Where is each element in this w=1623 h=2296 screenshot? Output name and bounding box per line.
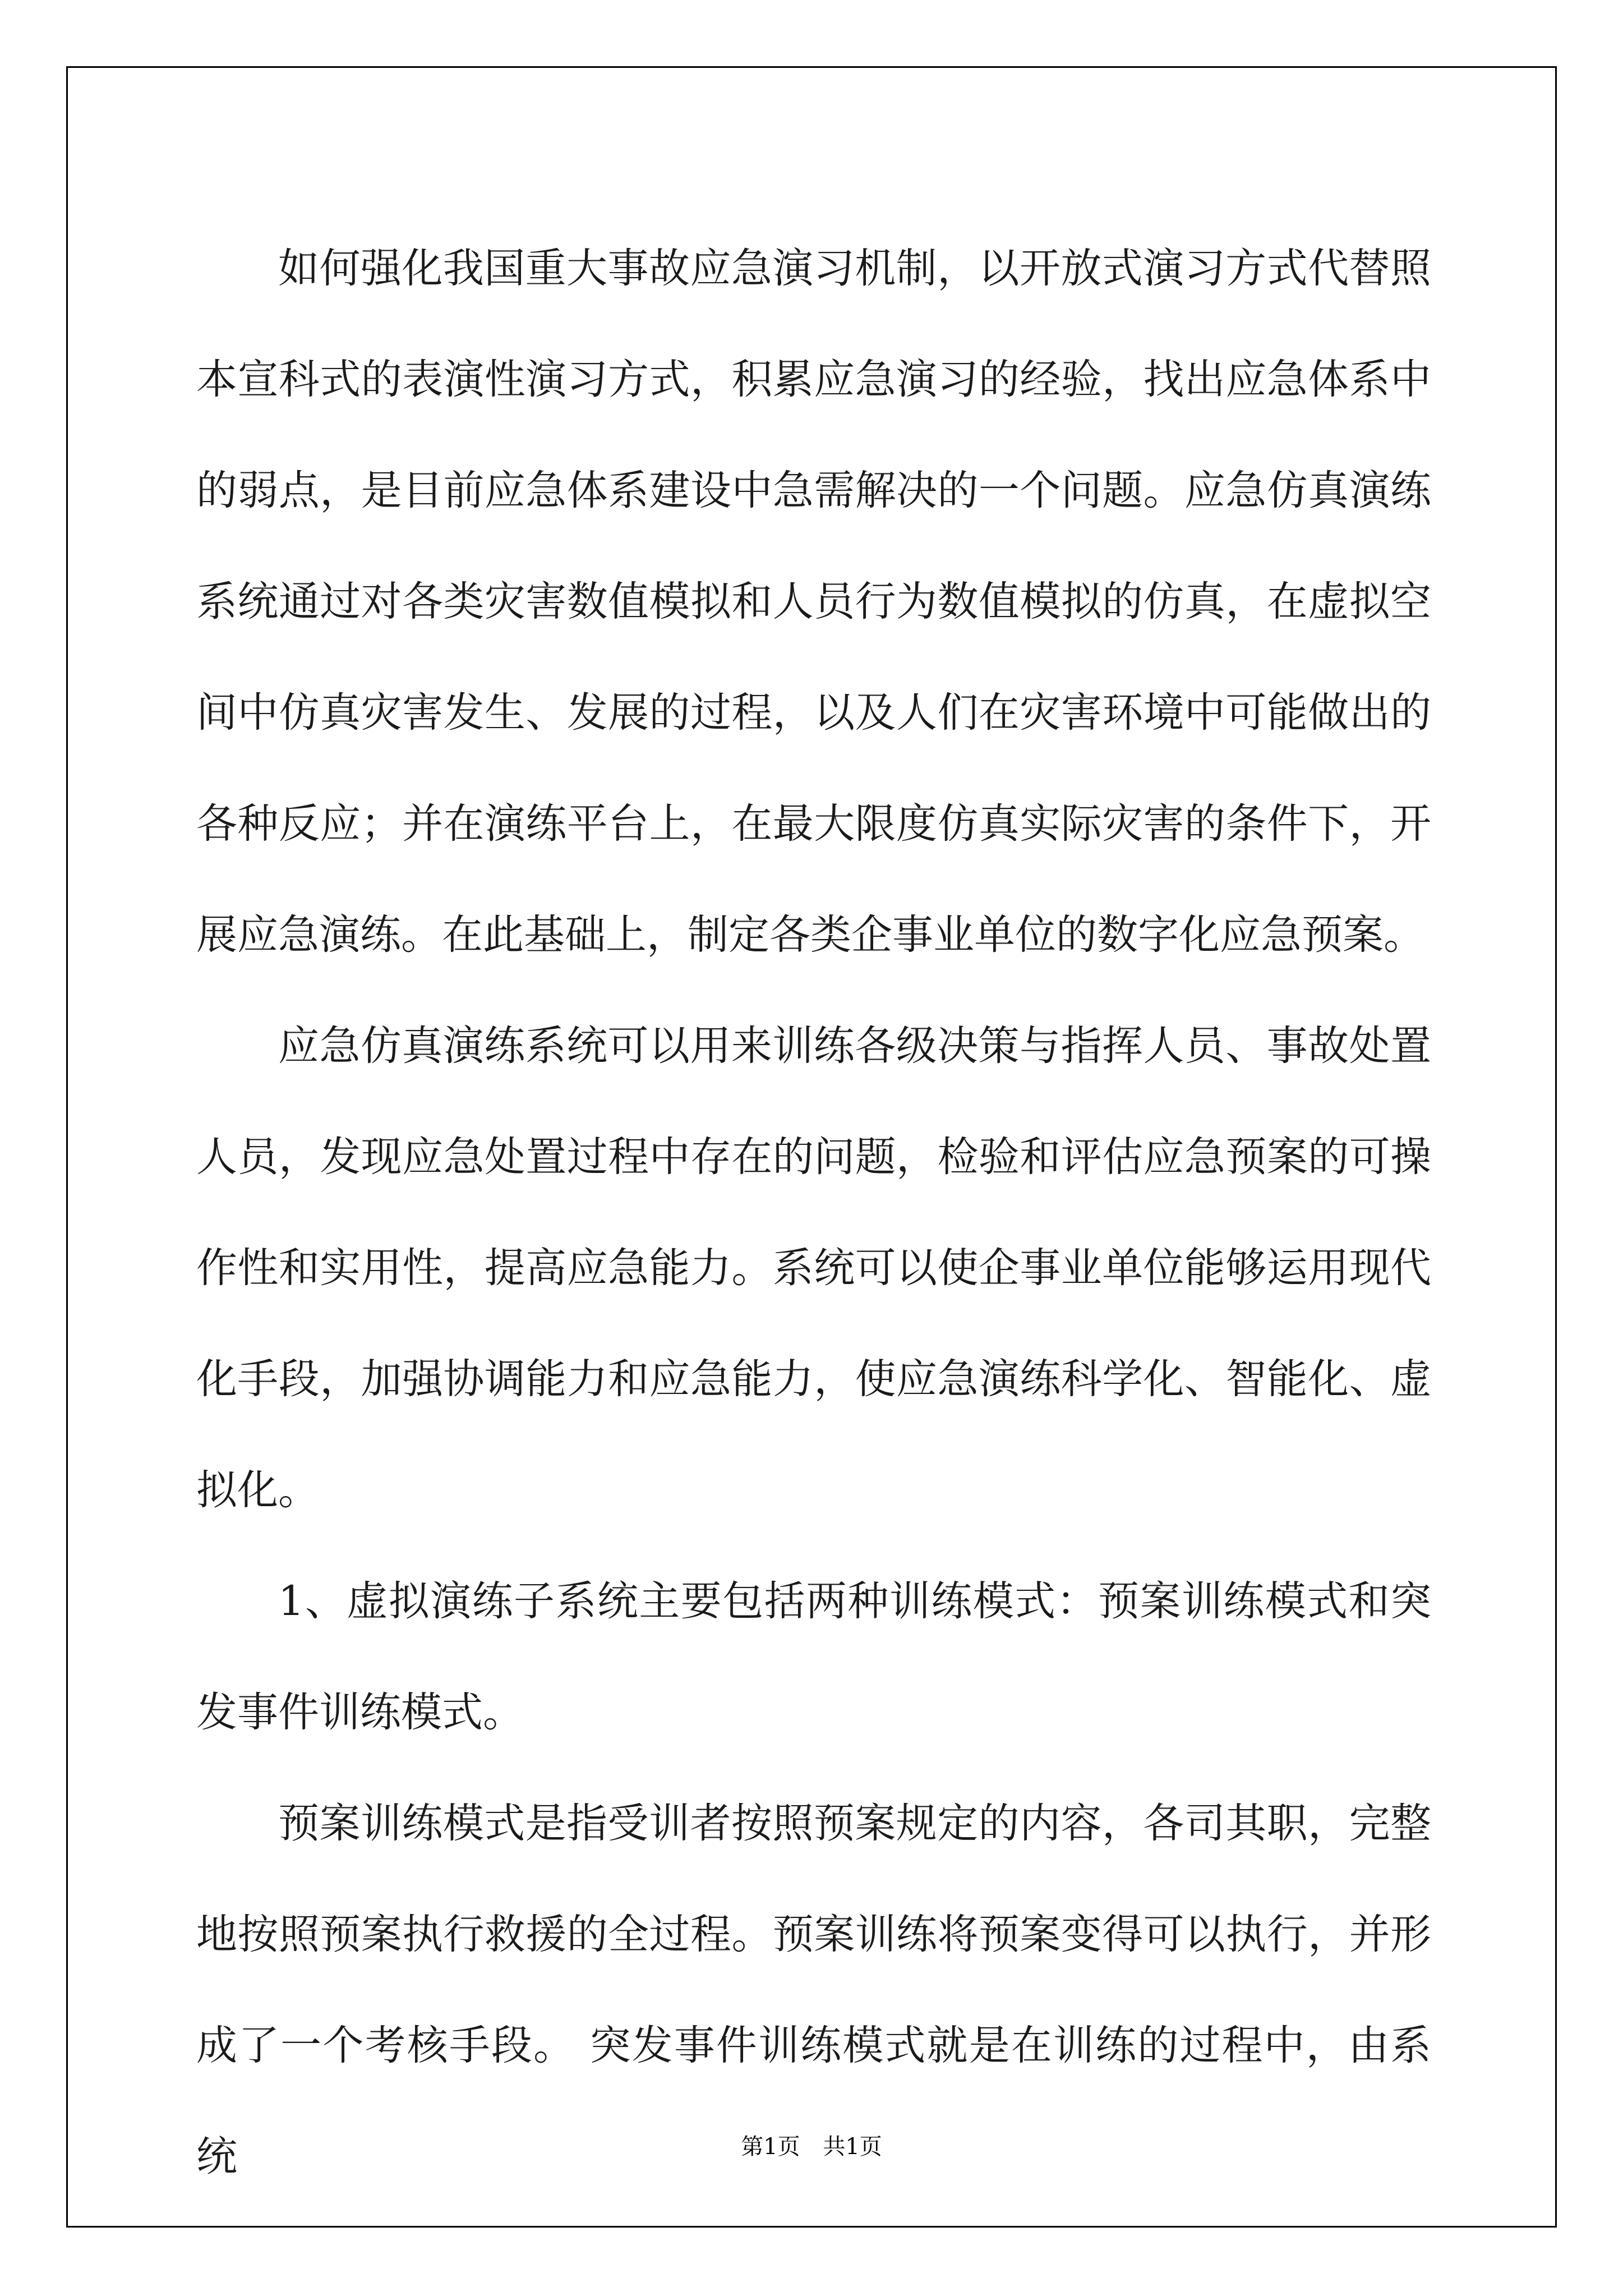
page-number-current: 第1页 <box>741 2134 800 2160</box>
document-body <box>196 213 1431 2212</box>
page-footer <box>0 2129 1623 2161</box>
paragraph: 预案训练模式是指受训者按照预案规定的内容，各司其职，完整地按照预案执行救援的全过程。预案训练将预案变得可以执行，并形成了一个考核手段。 突发事件训练模式就是在训练的过程中，由系统 <box>196 1800 1432 2180</box>
paragraph: 如何强化我国重大事故应急演习机制，以开放式演习方式代替照本宣科式的表演性演习方式，积累应急演习的经验，找出应急体系中的弱点，是目前应急体系建设中急需解决的一个问题。应急仿真演练系统通过对各类灾害数值模拟和人员行为数值模拟的仿真，在虚拟空间中仿真灾害发生、发展的过程，以及人们在灾害环境中可能做出的各种反应；并在演练平台上，在最大限度仿真实际灾害的条件下，开展应急演练。在此基础上，制定各类企事业单位的数字化应急预案。 <box>196 245 1431 959</box>
paragraph: 应急仿真演练系统可以用来训练各级决策与指挥人员、事故处置人员，发现应急处置过程中存在的问题，检验和评估应急预案的可操作性和实用性，提高应急能力。系统可以使企事业单位能够运用现代化手段，加强协调能力和应急能力，使应急演练科学化、智能化、虚拟化。 <box>196 1022 1431 1514</box>
paragraph: 1、虚拟演练子系统主要包括两种训练模式：预案训练模式和突发事件训练模式。 <box>196 1577 1431 1736</box>
page-number-total: 共1页 <box>823 2134 882 2160</box>
